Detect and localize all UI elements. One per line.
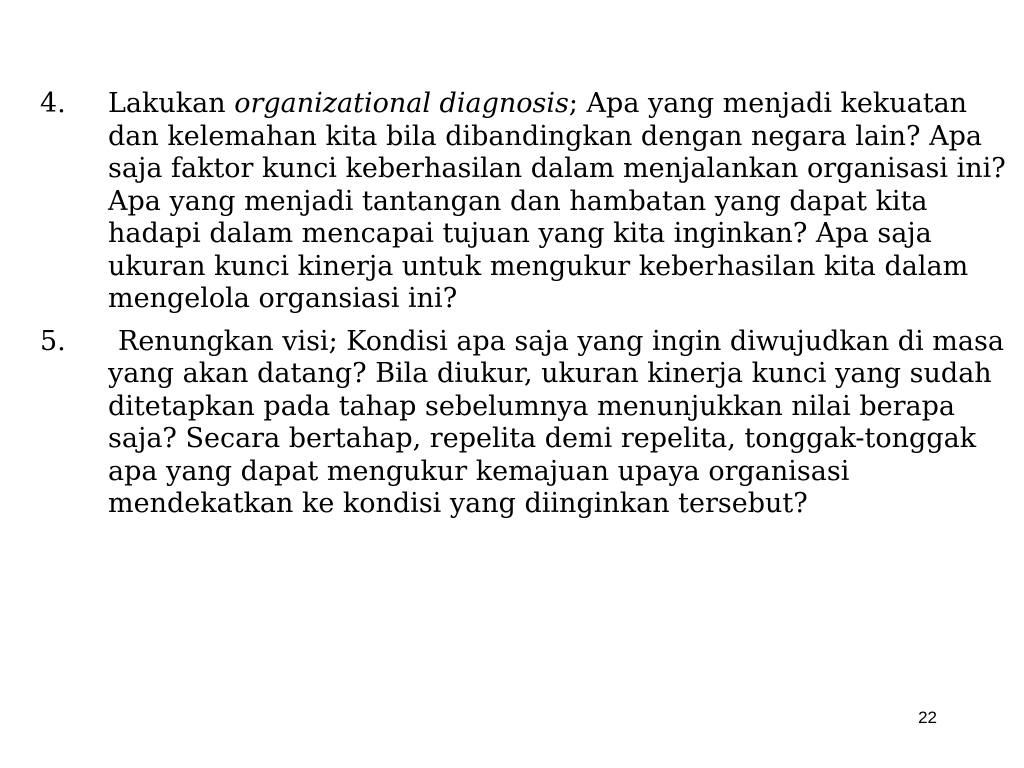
page-number: 22 xyxy=(918,708,937,727)
item-lead-text: Lakukan xyxy=(108,88,235,119)
list-number: 5. xyxy=(40,325,66,357)
list-item-text xyxy=(108,88,1010,316)
item-body-text: ; Apa yang menjadi kekuatan dan kelemahan kita bila dibandingkan dengan negara lain? Apa saja faktor kunci keberhasilan dalam menjalankan organisasi ini? Apa yang menjadi tantangan dan hambatan yang dapat kita hadapi dalam mencapai tujuan yang kita inginkan? Apa saja ukuran kunci kinerja untuk mengukur keberhasilan kita dalam mengelola organsiasi ini? xyxy=(108,88,1006,314)
list-item-text xyxy=(108,326,1010,521)
item-body-text: Renungkan visi; Kondisi apa saja yang ingin diwujudkan di masa yang akan datang? Bila diukur, ukuran kinerja kunci yang sudah ditetapkan pada tahap sebelumnya menunjukkan nilai berapa saja? Secara bertahap, repelita demi repelita, tonggak-tonggak apa yang dapat mengukur kemajuan upaya organisasi mendekatkan ke kondisi yang diinginkan tersebut? xyxy=(108,325,1004,519)
numbered-list xyxy=(40,88,1010,531)
list-item-4 xyxy=(40,88,1010,316)
list-number: 4. xyxy=(40,88,66,119)
list-item-5 xyxy=(40,326,1010,521)
italic-term: organizational diagnosis xyxy=(234,88,569,119)
